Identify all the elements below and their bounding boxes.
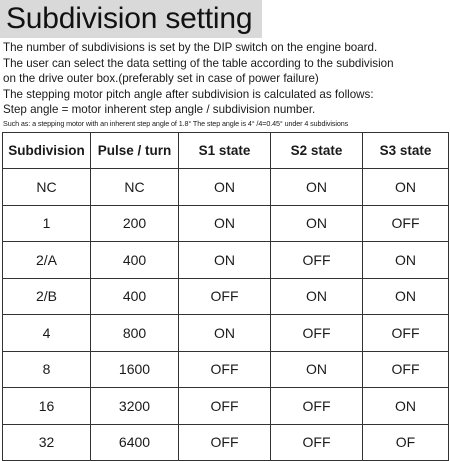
table-row — [3, 388, 449, 425]
header-subdivision: Subdivision — [3, 133, 91, 169]
table-row — [3, 278, 449, 315]
cell-pulse-turn: 400 — [91, 242, 179, 279]
cell-subdivision: 2/A — [3, 242, 91, 279]
table-row — [3, 205, 449, 242]
cell-subdivision: 8 — [3, 351, 91, 388]
cell-s3-state: ON — [363, 278, 449, 315]
header-pulse-turn: Pulse / turn — [91, 133, 179, 169]
cell-pulse-turn: 200 — [91, 205, 179, 242]
cell-s2-state: ON — [271, 278, 363, 315]
cell-s2-state: ON — [271, 205, 363, 242]
cell-s2-state: ON — [271, 351, 363, 388]
cell-s1-state: OFF — [179, 388, 271, 425]
cell-s2-state: ON — [271, 169, 363, 206]
subdivision-table — [2, 132, 449, 461]
example-note: Such as: a stepping motor with an inherent step angle of 1.8° The step angle is 4° /4=0.45° under 4 subdivisions — [3, 118, 349, 128]
description-line-2: The user can select the data setting of the table according to the subdivision — [3, 56, 394, 70]
table-header-row — [3, 133, 449, 169]
title-banner — [0, 0, 262, 38]
cell-s1-state: OFF — [179, 351, 271, 388]
description-line-3: on the drive outer box.(preferably set in case of power failure) — [3, 72, 319, 85]
cell-s2-state: OFF — [271, 424, 363, 461]
page-title: Subdivision setting — [6, 2, 253, 35]
cell-pulse-turn: NC — [91, 169, 179, 206]
cell-subdivision: 1 — [3, 205, 91, 242]
cell-s3-state: OF — [363, 424, 449, 461]
cell-s2-state: OFF — [271, 242, 363, 279]
cell-s3-state: OFF — [363, 315, 449, 352]
cell-pulse-turn: 800 — [91, 315, 179, 352]
cell-s1-state: OFF — [179, 424, 271, 461]
description-line-5: Step angle = motor inherent step angle / subdivision number. — [3, 103, 316, 116]
description-block — [3, 40, 447, 130]
cell-subdivision: 4 — [3, 315, 91, 352]
cell-subdivision: 16 — [3, 388, 91, 425]
cell-subdivision: 32 — [3, 424, 91, 461]
description-line-1: The number of subdivisions is set by the DIP switch on the engine board. — [3, 41, 378, 54]
cell-subdivision: NC — [3, 169, 91, 206]
cell-s3-state: ON — [363, 242, 449, 279]
cell-s3-state: OFF — [363, 205, 449, 242]
header-s3-state: S3 state — [363, 133, 449, 169]
cell-s1-state: OFF — [179, 278, 271, 315]
cell-s3-state: OFF — [363, 351, 449, 388]
cell-pulse-turn: 3200 — [91, 388, 179, 425]
table-row — [3, 315, 449, 352]
cell-s3-state: ON — [363, 388, 449, 425]
table-row — [3, 424, 449, 461]
description-line-4: The stepping motor pitch angle after subdivision is calculated as follows: — [3, 87, 374, 101]
cell-pulse-turn: 6400 — [91, 424, 179, 461]
table-row — [3, 242, 449, 279]
cell-subdivision: 2/B — [3, 278, 91, 315]
cell-pulse-turn: 400 — [91, 278, 179, 315]
cell-s1-state: ON — [179, 205, 271, 242]
cell-s2-state: OFF — [271, 315, 363, 352]
cell-pulse-turn: 1600 — [91, 351, 179, 388]
cell-s3-state: ON — [363, 169, 449, 206]
header-s2-state: S2 state — [271, 133, 363, 169]
cell-s1-state: ON — [179, 169, 271, 206]
header-s1-state: S1 state — [179, 133, 271, 169]
table-row — [3, 169, 449, 206]
cell-s2-state: OFF — [271, 388, 363, 425]
cell-s1-state: ON — [179, 242, 271, 279]
cell-s1-state: ON — [179, 315, 271, 352]
table-row — [3, 351, 449, 388]
